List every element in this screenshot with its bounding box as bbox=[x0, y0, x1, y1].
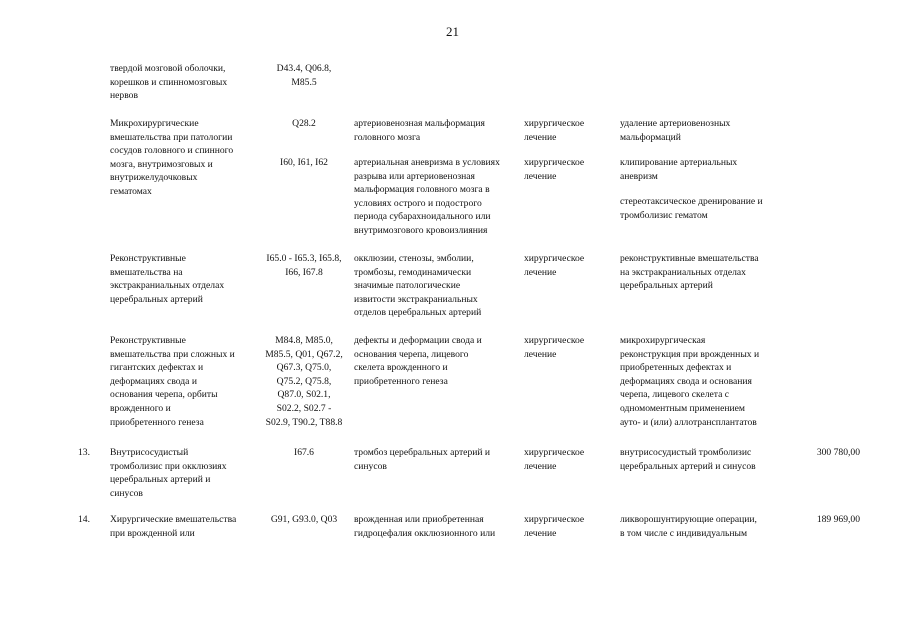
row-4-code-line: S02.9, T90.2, T88.8 bbox=[265, 416, 343, 428]
row-2-method bbox=[620, 156, 798, 183]
row-4-code-line: Q67.3, Q75.0, bbox=[276, 362, 332, 374]
row-4-model-line: приобретенного генеза bbox=[354, 375, 448, 387]
row-3-name-line: экстракраниальных отделах bbox=[110, 280, 225, 292]
row-4-code-line: M85.5, Q01, Q67.2, bbox=[265, 348, 343, 360]
row-1-model-line: головного мозга bbox=[354, 131, 421, 143]
row-5-name-line: Внутрисосудистый bbox=[110, 447, 189, 458]
row-2-kind bbox=[524, 156, 616, 183]
row-4-name-line: врожденного и bbox=[110, 402, 171, 414]
row-6-method-line: ликворошунтирующие операции, bbox=[620, 514, 757, 525]
row-3-name-line: Реконструктивные bbox=[110, 253, 186, 264]
row-1-kind bbox=[524, 117, 616, 144]
row-1-name bbox=[110, 117, 260, 199]
row-1-model-line: артериовенозная мальформация bbox=[354, 118, 485, 129]
row-3-model-line: тромбозы, гемодинамически bbox=[354, 266, 472, 278]
row-2-model-line: артериальная аневризма в условиях bbox=[354, 157, 500, 168]
row-2-method-line: клипирование артериальных bbox=[620, 157, 738, 168]
row-3-model-line: окклюзии, стенозы, эмболии, bbox=[354, 253, 474, 264]
row-5-model-line: синусов bbox=[354, 460, 387, 472]
row-0-name-line: нервов bbox=[110, 90, 138, 102]
row-6-model-line: гидроцефалия окклюзионного или bbox=[354, 527, 496, 539]
row-4-method-line: реконструкция при врожденных и bbox=[620, 348, 760, 360]
row-2-kind-line: хирургическое bbox=[524, 157, 585, 168]
row-5-method-line: церебральных артерий и синусов bbox=[620, 460, 756, 472]
row-4-method-line: микрохирургическая bbox=[620, 335, 706, 346]
row-3-method-line: церебральных артерий bbox=[620, 280, 713, 292]
row-3-kind-line: лечение bbox=[524, 266, 557, 278]
row-1-name-line: Микрохирургические bbox=[110, 118, 199, 129]
row-1-name-line: вмешательства при патологии bbox=[110, 131, 233, 143]
row-1-name-line: гематомах bbox=[110, 185, 152, 197]
row-4-method bbox=[620, 334, 798, 429]
row-2-code bbox=[258, 156, 350, 170]
row-5-name-line: церебральных артерий и bbox=[110, 474, 211, 486]
row-4-kind-line: лечение bbox=[524, 348, 557, 360]
row-1-method bbox=[620, 117, 798, 144]
row-4-model bbox=[354, 334, 520, 388]
row-2-method-2 bbox=[620, 195, 798, 222]
row-4-code-line: Q75.2, Q75.8, bbox=[276, 375, 332, 387]
row-1-method-line: мальформаций bbox=[620, 131, 681, 143]
row-5-model bbox=[354, 446, 520, 473]
row-3-code-line: I66, I67.8 bbox=[285, 266, 323, 278]
row-1-model bbox=[354, 117, 520, 144]
row-6-kind-line: лечение bbox=[524, 527, 557, 539]
row-3-code bbox=[258, 252, 350, 279]
row-5-model-line: тромбоз церебральных артерий и bbox=[354, 447, 491, 458]
row-1-code-line: Q28.2 bbox=[292, 118, 316, 129]
row-3-method-line: на экстракраниальных отделах bbox=[620, 266, 746, 278]
row-5-code bbox=[258, 446, 350, 460]
row-3-kind bbox=[524, 252, 616, 279]
row-1-name-line: мозга, внутримозговых и bbox=[110, 158, 213, 170]
row-4-method-line: деформациях свода и основания bbox=[620, 375, 752, 387]
row-5-method-line: внутрисосудистый тромболизис bbox=[620, 447, 752, 458]
row-2-model-line: условиях острого и подострого bbox=[354, 197, 482, 209]
row-4-code-line: S02.2, S02.7 - bbox=[276, 402, 332, 414]
row-4-code-line: Q87.0, S02.1, bbox=[277, 389, 331, 401]
row-5-name-line: синусов bbox=[110, 487, 143, 499]
row-6-cost: 189 969,00 bbox=[816, 514, 860, 525]
row-6-code-line: G91, G93.0, Q03 bbox=[270, 514, 338, 525]
row-2-method2-line: тромболизис гематом bbox=[620, 209, 708, 221]
row-3-kind-line: хирургическое bbox=[524, 253, 585, 264]
row-1-name-line: внутрижелудочковых bbox=[110, 172, 198, 184]
row-1-method-line: удаление артериовенозных bbox=[620, 118, 731, 129]
row-1-kind-line: лечение bbox=[524, 131, 557, 143]
row-4-method-line: одномоментным применением bbox=[620, 402, 745, 414]
row-3-model-line: отделов церебральных артерий bbox=[354, 307, 482, 319]
row-6-name-line: Хирургические вмешательства bbox=[110, 514, 237, 525]
row-4-name-line: вмешательства при сложных и bbox=[110, 348, 235, 360]
row-2-kind-line: лечение bbox=[524, 170, 557, 182]
row-4-code bbox=[258, 334, 350, 429]
row-4-name bbox=[110, 334, 260, 429]
row-5-number: 13. bbox=[78, 447, 90, 458]
row-0-code bbox=[258, 62, 350, 89]
row-4-name-line: деформациях свода и bbox=[110, 375, 197, 387]
row-4-kind bbox=[524, 334, 616, 361]
row-2-code-line: I60, I61, I62 bbox=[280, 157, 328, 168]
row-2-model-line: внутримозгового кровоизлияния bbox=[354, 224, 488, 236]
row-1-code bbox=[258, 117, 350, 131]
row-0-code-line: M85.5 bbox=[291, 76, 317, 88]
row-4-method-line: черепа, лицевого скелета с bbox=[620, 389, 730, 401]
row-4-model-line: основания черепа, лицевого bbox=[354, 348, 469, 360]
row-3-model bbox=[354, 252, 520, 320]
row-6-kind-line: хирургическое bbox=[524, 514, 585, 525]
row-4-code-line: M84.8, M85.0, bbox=[275, 335, 333, 346]
row-0-code-line: D43.4, Q06.8, bbox=[276, 63, 332, 74]
row-4-name-line: Реконструктивные bbox=[110, 335, 186, 346]
row-6-code bbox=[258, 513, 350, 527]
row-5-kind bbox=[524, 446, 616, 473]
row-4-model-line: скелета врожденного и bbox=[354, 362, 448, 374]
row-4-name-line: приобретенного генеза bbox=[110, 416, 204, 428]
row-6-number: 14. bbox=[78, 514, 90, 525]
row-5-name-line: тромболизис при окклюзиях bbox=[110, 460, 227, 472]
row-6-name bbox=[110, 513, 260, 540]
row-2-method-line: аневризм bbox=[620, 170, 658, 182]
row-2-model-line: разрыва или артериовенозная bbox=[354, 170, 475, 182]
row-4-name-line: гигантских дефектах и bbox=[110, 362, 204, 374]
row-5-kind-line: хирургическое bbox=[524, 447, 585, 458]
row-6-kind bbox=[524, 513, 616, 540]
row-3-model-line: извитости экстракраниальных bbox=[354, 293, 478, 305]
row-0-name-line: корешков и спинномозговых bbox=[110, 76, 228, 88]
row-3-name-line: вмешательства на bbox=[110, 266, 183, 278]
row-6-name-line: при врожденной или bbox=[110, 527, 195, 539]
row-2-method2-line: стереотаксическое дренирование и bbox=[620, 196, 763, 207]
row-3-code-line: I65.0 - I65.3, I65.8, bbox=[266, 253, 342, 264]
row-4-model-line: дефекты и деформации свода и bbox=[354, 335, 482, 346]
row-6-method-line: в том числе с индивидуальным bbox=[620, 527, 748, 539]
row-3-name-line: церебральных артерий bbox=[110, 293, 203, 305]
row-5-name bbox=[110, 446, 260, 500]
row-3-method bbox=[620, 252, 798, 293]
row-3-model-line: значимые патологические bbox=[354, 280, 461, 292]
row-3-method-line: реконструктивные вмешательства bbox=[620, 253, 759, 264]
row-5-cost: 300 780,00 bbox=[816, 447, 860, 458]
row-2-model-line: периода субарахноидального или bbox=[354, 211, 491, 223]
row-4-method-line: ауто- и (или) аллотрансплантатов bbox=[620, 416, 757, 428]
row-1-kind-line: хирургическое bbox=[524, 118, 585, 129]
row-0-name bbox=[110, 62, 260, 103]
row-6-method bbox=[620, 513, 798, 540]
row-5-method bbox=[620, 446, 798, 473]
row-4-method-line: приобретенных дефектах и bbox=[620, 362, 732, 374]
row-3-name bbox=[110, 252, 260, 306]
row-4-kind-line: хирургическое bbox=[524, 335, 585, 346]
row-5-code-line: I67.6 bbox=[294, 447, 314, 458]
row-6-model bbox=[354, 513, 520, 540]
row-4-name-line: основания черепа, орбиты bbox=[110, 389, 218, 401]
row-6-model-line: врожденная или приобретенная bbox=[354, 514, 484, 525]
row-2-model-line: мальформация головного мозга в bbox=[354, 184, 490, 196]
row-1-name-line: сосудов головного и спинного bbox=[110, 145, 234, 157]
row-0-name-line: твердой мозговой оболочки, bbox=[110, 63, 226, 74]
row-2-model bbox=[354, 156, 520, 238]
row-5-kind-line: лечение bbox=[524, 460, 557, 472]
page-number: 21 bbox=[446, 24, 459, 39]
